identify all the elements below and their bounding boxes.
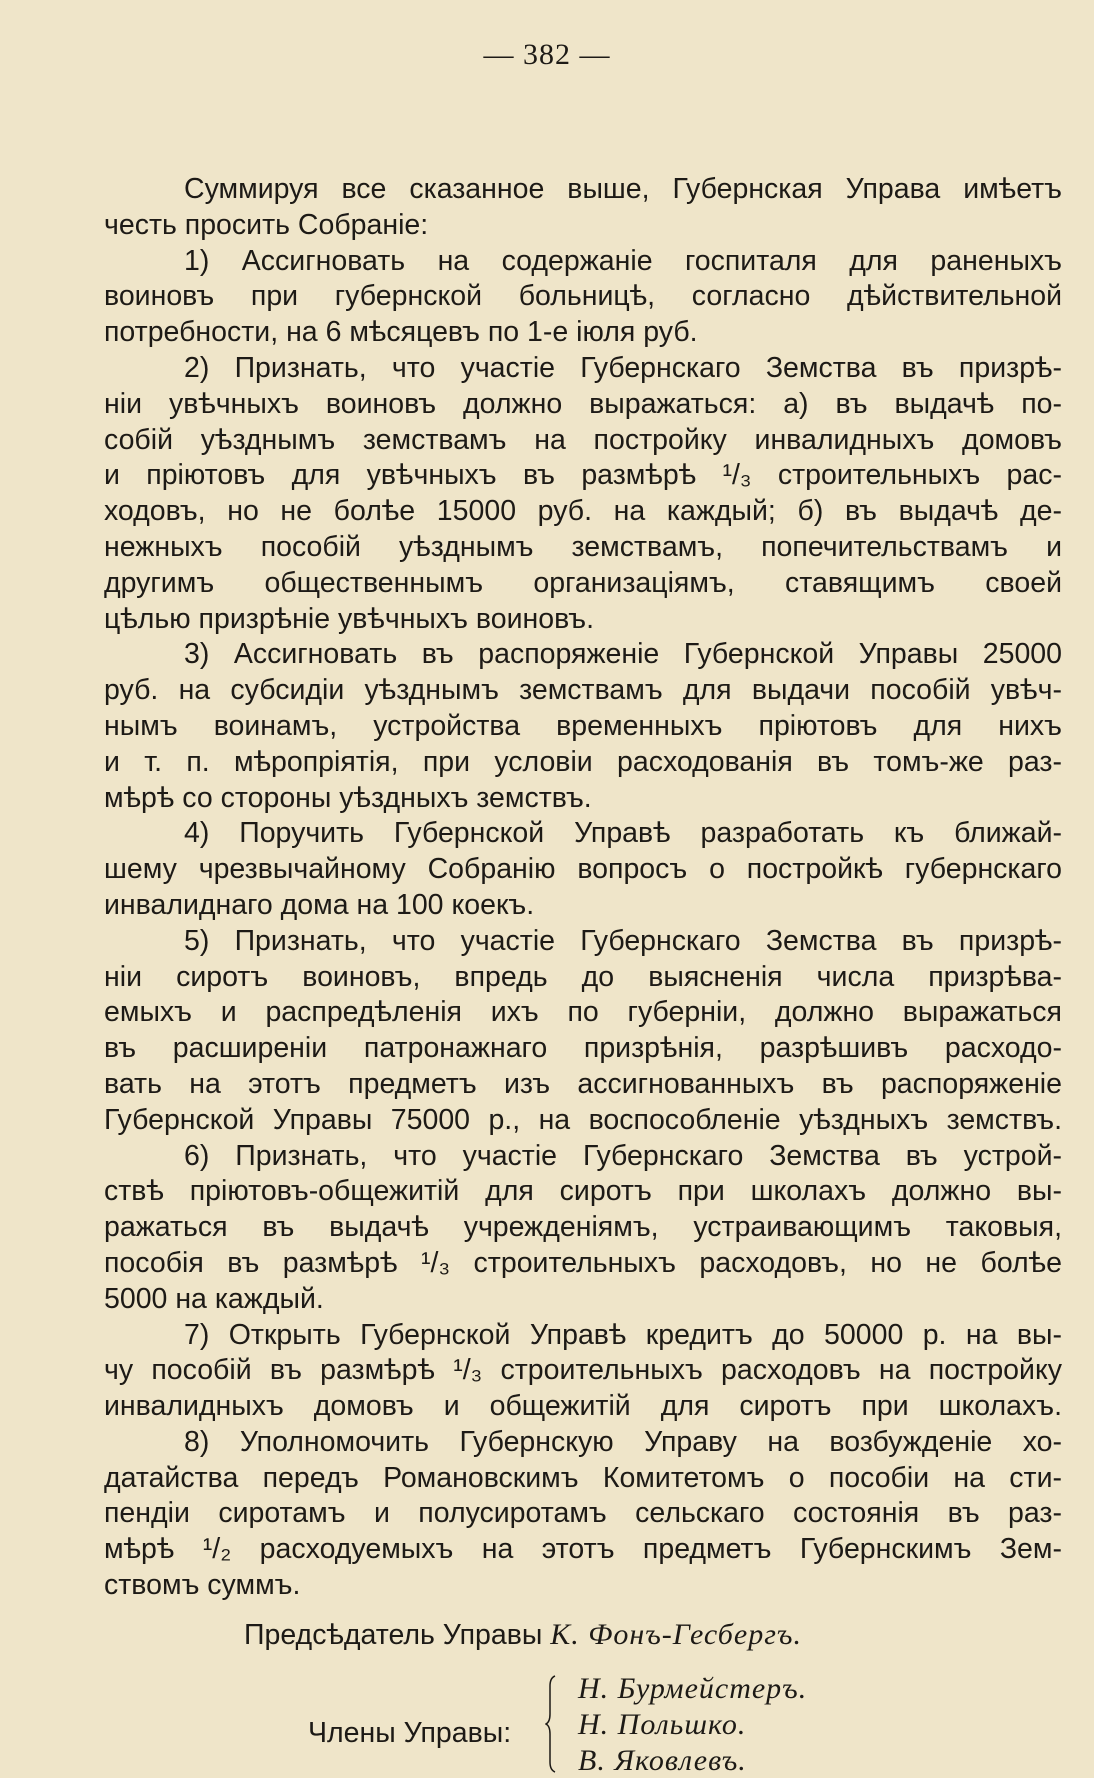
text-line: цѣлью призрѣніе увѣчныхъ воиновъ.: [104, 602, 594, 635]
text-line: мѣрѣ ¹/₂ расходуемыхъ на этотъ предметъ Губернскимъ Зем-: [104, 1533, 1062, 1566]
text-line: 5000 на каждый.: [104, 1282, 324, 1315]
text-line: 1) Ассигновать на содержаніе госпиталя для раненыхъ: [184, 244, 1062, 277]
text-line: пендіи сиротамъ и полусиротамъ сельскаго состоянія въ раз-: [104, 1497, 1062, 1530]
member-name: Н. Бурмейстеръ.: [578, 1672, 808, 1705]
text-line: 6) Признать, что участіе Губернскаго Земства въ устрой-: [184, 1139, 1062, 1172]
text-line: честь просить Собраніе:: [104, 208, 429, 241]
text-line: шему чрезвычайному Собранію вопросъ о постройкѣ губернскаго: [104, 853, 1062, 886]
text-line: Губернской Управы 75000 р., на воспособленіе уѣздныхъ земствъ.: [104, 1103, 1062, 1136]
text-line: 7) Открыть Губернской Управѣ кредитъ до 50000 р. на вы-: [184, 1318, 1062, 1351]
text-line: другимъ общественнымъ организаціямъ, ставящимъ своей: [104, 566, 1062, 599]
text-line: нежныхъ пособій уѣзднымъ земствамъ, попечительствамъ и: [104, 530, 1062, 563]
chair-signature: [244, 1618, 802, 1652]
text-line: ствомъ суммъ.: [104, 1569, 301, 1602]
resolution-text: [104, 172, 1062, 1604]
text-line: инвалиднаго дома на 100 коекъ.: [104, 888, 535, 921]
text-line: воиновъ при губернской больницѣ, согласно дѣйствительной: [104, 280, 1062, 313]
members-label: Члены Управы:: [308, 1717, 512, 1749]
text-line: емыхъ и распредѣленія ихъ по губерніи, должно выражаться: [104, 996, 1062, 1029]
text-line: и пріютовъ для увѣчныхъ въ размѣрѣ ¹/₃ строительныхъ рас-: [104, 459, 1062, 492]
text-line: потребности, на 6 мѣсяцевъ по 1-е іюля руб.: [104, 316, 698, 349]
text-line: ражаться въ выдачѣ учрежденіямъ, устраивающимъ таковыя,: [104, 1211, 1062, 1244]
text-line: ніи увѣчныхъ воиновъ должно выражаться: а) въ выдачѣ по-: [104, 387, 1062, 420]
text-line: собій уѣзднымъ земствамъ на постройку инвалидныхъ домовъ: [104, 423, 1062, 456]
text-line: и т. п. мѣропріятія, при условіи расходованія въ томъ-же раз-: [104, 745, 1062, 778]
text-line: 8) Уполномочить Губернскую Управу на возбужденіе хо-: [184, 1425, 1062, 1458]
text-line: инвалидныхъ домовъ и общежитій для сиротъ при школахъ.: [104, 1390, 1062, 1423]
text-line: Суммируя все сказанное выше, Губернская Управа имѣетъ: [184, 173, 1062, 205]
text-line: ствѣ пріютовъ-общежитій для сиротъ при школахъ должно вы-: [104, 1175, 1062, 1208]
text-line: въ расширеніи патронажнаго призрѣнія, разрѣшивъ расходо-: [104, 1032, 1062, 1065]
text-line: датайства передъ Романовскимъ Комитетомъ о пособіи на сти-: [104, 1461, 1062, 1494]
text-line: пособія въ размѣрѣ ¹/₃ строительныхъ расходовъ, но не болѣе: [104, 1246, 1062, 1279]
text-line: ходовъ, но не болѣе 15000 руб. на каждый; б) въ выдачѣ де-: [104, 495, 1062, 528]
text-line: 2) Признать, что участіе Губернскаго Земства въ призрѣ-: [184, 351, 1062, 384]
text-line: 3) Ассигновать въ распоряженіе Губернской Управы 25000: [184, 638, 1062, 671]
members-brace: [545, 1674, 559, 1774]
text-line: 4) Поручить Губернской Управѣ разработать къ ближай-: [184, 817, 1062, 850]
text-line: чу пособій въ размѣрѣ ¹/₃ строительныхъ расходовъ на постройку: [104, 1354, 1062, 1387]
text-line: нымъ воинамъ, устройства временныхъ пріютовъ для нихъ: [104, 709, 1062, 742]
text-line: 5) Признать, что участіе Губернскаго Земства въ призрѣ-: [184, 924, 1062, 957]
text-line: ніи сиротъ воиновъ, впредь до выясненія числа призрѣва-: [104, 960, 1062, 993]
page-number: — 382 —: [483, 38, 611, 71]
text-line: вать на этотъ предметъ изъ ассигнованныхъ въ распоряженіе: [104, 1067, 1062, 1100]
chair-label: Предсѣдатель Управы: [244, 1619, 543, 1651]
text-line: мѣрѣ со стороны уѣздныхъ земствъ.: [104, 781, 592, 814]
member-name: Н. Польшко.: [578, 1708, 747, 1741]
member-name: В. Яковлевъ.: [578, 1744, 747, 1777]
chair-name: К. Фонъ-Гесбергъ.: [550, 1618, 802, 1651]
text-line: руб. на субсидіи уѣзднымъ земствамъ для выдачи пособій увѣч-: [104, 674, 1062, 707]
